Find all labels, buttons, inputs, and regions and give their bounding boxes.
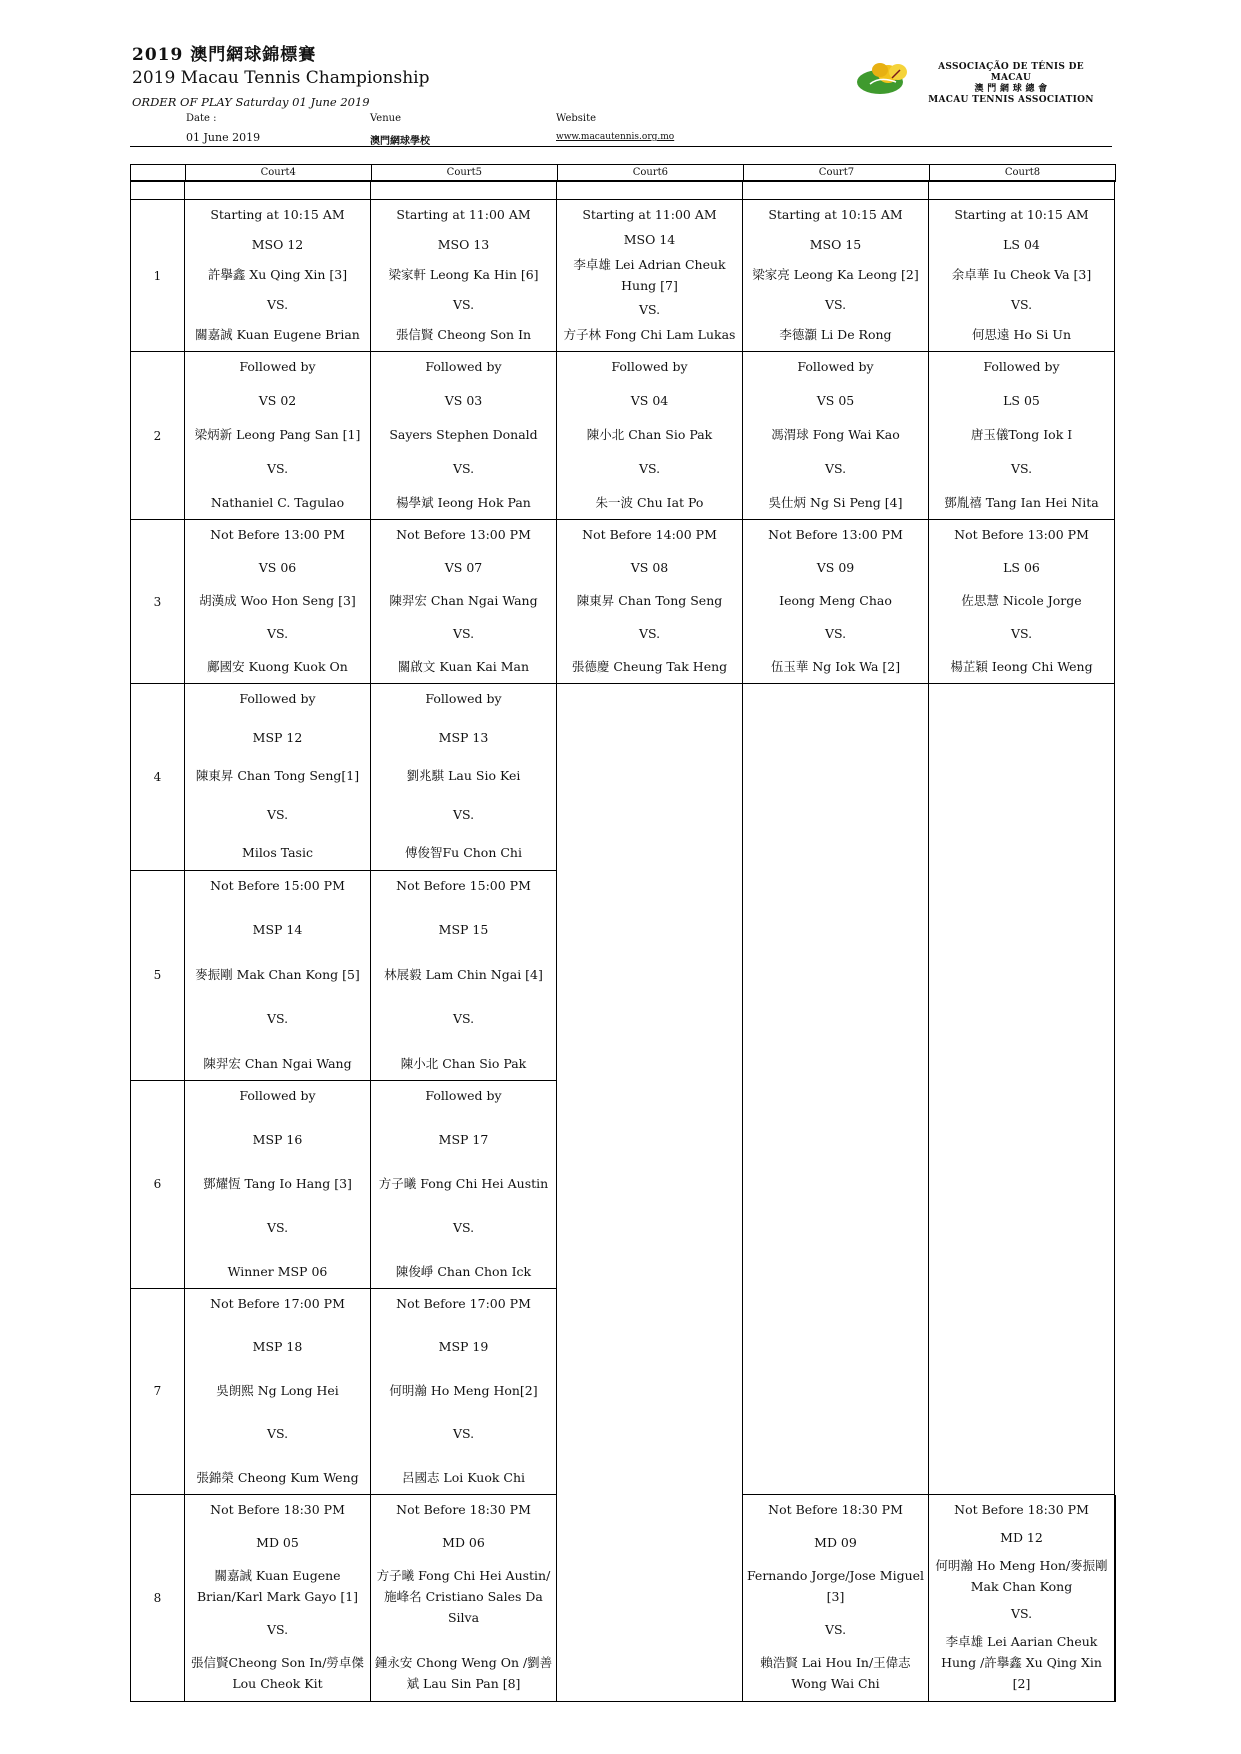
empty-court-cell: [743, 870, 929, 1080]
player-one: 劉兆騏 Lau Sio Kei: [406, 768, 521, 783]
round-number: 7: [131, 1288, 185, 1495]
match-time: Followed by: [239, 691, 316, 706]
match-time: Starting at 11:00 AM: [582, 207, 717, 222]
round-number: 2: [131, 352, 185, 520]
association-name-pt: ASSOCIAÇÃO DE TÉNIS DE MACAU: [938, 62, 1084, 83]
match-cell: [743, 200, 929, 352]
court-header-court4: Court4: [185, 165, 371, 181]
date-label: Date :: [186, 113, 217, 124]
match-code: VS 06: [258, 560, 297, 575]
player-two: 張信賢 Cheong Son In: [395, 327, 532, 342]
player-one: 關嘉誠 Kuan Eugene Brian/Karl Mark Gayo [1]: [196, 1568, 359, 1604]
match-code: MSP 19: [438, 1339, 489, 1354]
empty-court-cell: [929, 870, 1115, 1080]
empty-court-cell: [557, 1495, 743, 1702]
player-one: 林展毅 Lam Chin Ngai [4]: [384, 966, 543, 982]
player-one: 陳羿宏 Chan Ngai Wang: [389, 593, 538, 608]
versus-label: VS.: [452, 806, 475, 822]
versus-label: VS.: [452, 1011, 475, 1026]
match-time: Followed by: [239, 1087, 316, 1103]
website-label: Website: [556, 113, 597, 124]
venue-label: Venue: [370, 113, 402, 124]
match-time: Followed by: [425, 691, 502, 706]
round-row: [131, 1495, 1116, 1702]
round-number: 5: [131, 870, 185, 1080]
match-time: Followed by: [239, 359, 316, 374]
player-one: 佐思慧 Nicole Jorge: [961, 593, 1082, 608]
match-time: Not Before 18:30 PM: [396, 1502, 531, 1517]
association-name-en: MACAU TENNIS ASSOCIATION: [928, 95, 1094, 105]
match-code: LS 04: [1003, 237, 1040, 252]
player-one: 陳東昇 Chan Tong Seng[1]: [195, 768, 360, 783]
versus-label: VS.: [266, 626, 289, 641]
player-one: 梁炳新 Leong Pang San [1]: [194, 427, 361, 442]
match-code: MSP 18: [252, 1339, 303, 1354]
order-of-play-subtitle: ORDER OF PLAY Saturday 01 June 2019: [132, 95, 370, 109]
versus-label: VS.: [824, 626, 847, 641]
match-time: Not Before 13:00 PM: [396, 527, 531, 542]
player-one: Fernando Jorge/Jose Miguel [3]: [746, 1568, 925, 1604]
title-english: 2019 Macau Tennis Championship: [132, 68, 430, 88]
round-number: 1: [131, 200, 185, 352]
player-one: 胡漢成 Woo Hon Seng [3]: [199, 593, 356, 608]
match-code: MD 12: [1000, 1529, 1043, 1545]
match-time: Starting at 10:15 AM: [210, 207, 345, 222]
match-time: Not Before 17:00 PM: [210, 1295, 345, 1311]
court-header-court8: Court8: [929, 165, 1115, 181]
match-cell: [371, 1495, 557, 1702]
versus-label: VS.: [1010, 297, 1033, 312]
player-one: Sayers Stephen Donald: [389, 427, 538, 442]
empty-court-cell: [557, 684, 743, 871]
player-two: 張德慶 Cheung Tak Heng: [571, 659, 728, 674]
empty-court-cell: [929, 1080, 1115, 1288]
player-two: Winner MSP 06: [227, 1263, 328, 1279]
versus-label: VS.: [1010, 1606, 1033, 1622]
player-one: 唐玉儀Tong Iok I: [970, 427, 1073, 442]
round-row: [131, 200, 1116, 352]
round-row: [131, 1288, 1116, 1495]
player-two: 陳羿宏 Chan Ngai Wang: [203, 1055, 352, 1071]
round-row: [131, 870, 1116, 1080]
match-cell: [371, 684, 557, 871]
player-two: Milos Tasic: [242, 845, 313, 860]
versus-label: VS.: [824, 1622, 847, 1637]
versus-label: VS.: [266, 297, 289, 312]
match-cell: [371, 870, 557, 1080]
match-time: Not Before 15:00 PM: [210, 877, 345, 893]
match-cell: [185, 1495, 371, 1702]
match-time: Starting at 10:15 AM: [768, 207, 903, 222]
round-number: 3: [131, 520, 185, 684]
player-one: 陳東昇 Chan Tong Seng: [576, 593, 723, 608]
player-two: 李卓雄 Lei Aarian Cheuk Hung /許擧鑫 Xu Qing Xin [2]: [941, 1634, 1102, 1691]
match-time: Not Before 13:00 PM: [768, 527, 903, 542]
player-two: 關啟文 Kuan Kai Man: [397, 659, 530, 674]
match-cell: [185, 1080, 371, 1288]
player-one: 李卓雄 Lei Adrian Cheuk Hung [7]: [573, 256, 726, 293]
match-cell: [185, 200, 371, 352]
player-one: 吳朗熙 Ng Long Hei: [216, 1382, 339, 1398]
player-two: 鍾永安 Chong Weng On /劉善斌 Lau Sin Pan [8]: [374, 1655, 553, 1691]
match-code: VS 08: [630, 560, 669, 575]
match-cell: [185, 684, 371, 871]
match-time: Not Before 15:00 PM: [396, 877, 531, 893]
player-two: 張錦榮 Cheong Kum Weng: [196, 1469, 359, 1485]
round-row: [131, 1080, 1116, 1288]
match-time: Not Before 18:30 PM: [768, 1502, 903, 1517]
player-two: Nathaniel C. Tagulao: [210, 495, 345, 510]
match-cell: [371, 1288, 557, 1495]
empty-court-cell: [743, 1288, 929, 1495]
versus-label: VS.: [266, 1426, 289, 1441]
versus-label: VS.: [1010, 626, 1033, 641]
player-one: 何明瀚 Ho Meng Hon[2]: [389, 1382, 538, 1398]
match-time: Followed by: [425, 359, 502, 374]
versus-label: VS.: [266, 806, 289, 822]
match-time: Followed by: [797, 359, 874, 374]
player-one: 何明瀚 Ho Meng Hon/麥振剛 Mak Chan Kong: [935, 1557, 1108, 1594]
player-one: 方子曦 Fong Chi Hei Austin: [378, 1175, 549, 1191]
player-two: 陳小北 Chan Sio Pak: [400, 1055, 527, 1071]
tennis-association-logo-icon: [856, 60, 912, 96]
versus-label: VS.: [452, 626, 475, 641]
match-time: Followed by: [425, 1087, 502, 1103]
match-code: MSO 14: [623, 231, 676, 247]
match-code: MD 06: [442, 1535, 485, 1550]
empty-court-cell: [743, 1080, 929, 1288]
venue-value: 澳門網球學校: [370, 136, 430, 147]
match-time: Not Before 18:30 PM: [210, 1502, 345, 1517]
schedule-table: [130, 180, 1116, 1702]
match-cell: [929, 352, 1115, 520]
match-time: Not Before 18:30 PM: [954, 1502, 1089, 1517]
player-two: 吳仕炳 Ng Si Peng [4]: [768, 495, 903, 510]
match-code: MSO 12: [251, 237, 304, 252]
round-row: [131, 684, 1116, 871]
association-name-zh: 澳 門 網 球 總 會: [974, 84, 1048, 94]
match-code: VS 02: [258, 393, 297, 408]
match-code: LS 06: [1003, 560, 1040, 575]
versus-label: VS.: [638, 626, 661, 641]
match-cell: [929, 520, 1115, 684]
match-cell: [371, 352, 557, 520]
versus-label: VS.: [452, 297, 475, 312]
player-one: 余卓華 Iu Cheok Va [3]: [951, 267, 1092, 282]
versus-label: VS.: [824, 461, 847, 476]
match-time: Followed by: [983, 359, 1060, 374]
match-code: MSP 14: [252, 922, 303, 937]
player-two: 楊學斌 Ieong Hok Pan: [396, 495, 531, 510]
player-one: 馮渭球 Fong Wai Kao: [771, 427, 900, 442]
empty-court-cell: [929, 1288, 1115, 1495]
versus-label: VS.: [638, 461, 661, 476]
match-code: MSO 13: [437, 237, 490, 252]
match-cell: [371, 1080, 557, 1288]
match-code: LS 05: [1003, 393, 1040, 408]
date-value: 01 June 2019: [186, 131, 261, 144]
court-header-court5: Court5: [371, 165, 557, 181]
player-two: 鄧胤禧 Tang Ian Hei Nita: [944, 495, 1099, 510]
spacer-row: [131, 181, 1116, 200]
player-two: 李德灝 Li De Rong: [779, 327, 892, 342]
match-cell: [743, 1495, 929, 1702]
versus-label: VS.: [824, 297, 847, 312]
versus-label: VS.: [266, 1219, 289, 1235]
match-time: Not Before 14:00 PM: [582, 527, 717, 542]
player-two: 陳俊崢 Chan Chon Ick: [395, 1263, 532, 1279]
match-cell: [929, 200, 1115, 352]
player-two: 呂國志 Loi Kuok Chi: [401, 1469, 526, 1485]
empty-court-cell: [743, 684, 929, 871]
title-chinese: 2019 澳門網球錦標賽: [132, 45, 317, 65]
match-cell: [557, 200, 743, 352]
empty-court-cell: [1115, 1495, 1116, 1702]
versus-label: VS.: [1010, 461, 1033, 476]
player-one: 方子曦 Fong Chi Hei Austin/施峰名 Cristiano Sales Da Silva: [376, 1568, 551, 1625]
versus-label: VS.: [452, 1219, 475, 1235]
player-two: 朱一波 Chu Iat Po: [595, 495, 704, 510]
versus-label: VS.: [266, 461, 289, 476]
match-time: Not Before 13:00 PM: [210, 527, 345, 542]
player-two: 傅俊智Fu Chon Chi: [405, 845, 522, 860]
match-cell: [185, 520, 371, 684]
player-one: 陳小北 Chan Sio Pak: [586, 427, 713, 442]
player-one: 梁家亮 Leong Ka Leong [2]: [752, 267, 919, 282]
match-time: Followed by: [611, 359, 688, 374]
match-code: MSP 13: [438, 729, 489, 745]
match-code: MSP 17: [438, 1131, 489, 1147]
match-cell: [557, 520, 743, 684]
round-number: 6: [131, 1080, 185, 1288]
match-time: Starting at 10:15 AM: [954, 207, 1089, 222]
match-code: MSO 15: [809, 237, 862, 252]
match-code: MSP 16: [252, 1131, 303, 1147]
player-two: 方子林 Fong Chi Lam Lukas: [563, 327, 736, 342]
court-header-court6: Court6: [557, 165, 743, 181]
empty-court-cell: [929, 684, 1115, 871]
player-two: 賴浩賢 Lai Hou In/王偉志 Wong Wai Chi: [760, 1655, 911, 1691]
match-code: VS 03: [444, 393, 483, 408]
player-two: 何思遠 Ho Si Un: [972, 327, 1071, 342]
player-two: 關嘉誠 Kuan Eugene Brian: [195, 327, 360, 342]
match-cell: [557, 352, 743, 520]
versus-label: VS.: [452, 1426, 475, 1441]
match-cell: [371, 520, 557, 684]
match-code: VS 09: [816, 560, 855, 575]
player-one: 鄧耀恆 Tang Io Hang [3]: [203, 1175, 352, 1191]
versus-label: VS.: [452, 461, 475, 476]
versus-label: VS.: [266, 1622, 289, 1637]
match-code: MSP 12: [252, 729, 303, 745]
player-two: 伍玉華 Ng Iok Wa [2]: [770, 659, 901, 674]
match-cell: [185, 870, 371, 1080]
website-link[interactable]: www.macautennis.org.mo: [556, 132, 675, 142]
match-code: MD 05: [256, 1535, 299, 1550]
match-cell: [743, 352, 929, 520]
match-cell: [185, 352, 371, 520]
player-two: 張信賢Cheong Son In/勞卓傑 Lou Cheok Kit: [191, 1655, 364, 1691]
court-header-court7: Court7: [743, 165, 929, 181]
match-cell: [743, 520, 929, 684]
header-divider: [130, 146, 1112, 147]
match-cell: [185, 1288, 371, 1495]
player-two: 楊芷穎 Ieong Chi Weng: [950, 659, 1093, 674]
association-name: [926, 62, 1096, 106]
match-cell: [371, 200, 557, 352]
round-number: 8: [131, 1495, 185, 1702]
player-two: 鄺國安 Kuong Kuok On: [207, 659, 348, 674]
empty-court-cell: [557, 870, 743, 1080]
player-one: 梁家軒 Leong Ka Hin [6]: [388, 267, 539, 282]
match-code: MSP 15: [438, 922, 489, 937]
player-one: 麥振剛 Mak Chan Kong [5]: [195, 966, 360, 982]
match-cell: [929, 1495, 1115, 1702]
match-code: VS 05: [816, 393, 855, 408]
empty-court-cell: [557, 1288, 743, 1495]
versus-label: VS.: [266, 1011, 289, 1026]
player-one: 許擧鑫 Xu Qing Xin [3]: [207, 267, 348, 282]
match-time: Not Before 13:00 PM: [954, 527, 1089, 542]
match-time: Not Before 17:00 PM: [396, 1295, 531, 1311]
round-number: 4: [131, 684, 185, 871]
versus-label: VS.: [638, 302, 661, 318]
empty-court-cell: [557, 1080, 743, 1288]
player-one: Ieong Meng Chao: [779, 593, 892, 608]
round-row: [131, 352, 1116, 520]
match-code: MD 09: [814, 1535, 857, 1550]
round-row: [131, 520, 1116, 684]
match-time: Starting at 11:00 AM: [396, 207, 531, 222]
match-code: VS 07: [444, 560, 483, 575]
match-code: VS 04: [630, 393, 669, 408]
